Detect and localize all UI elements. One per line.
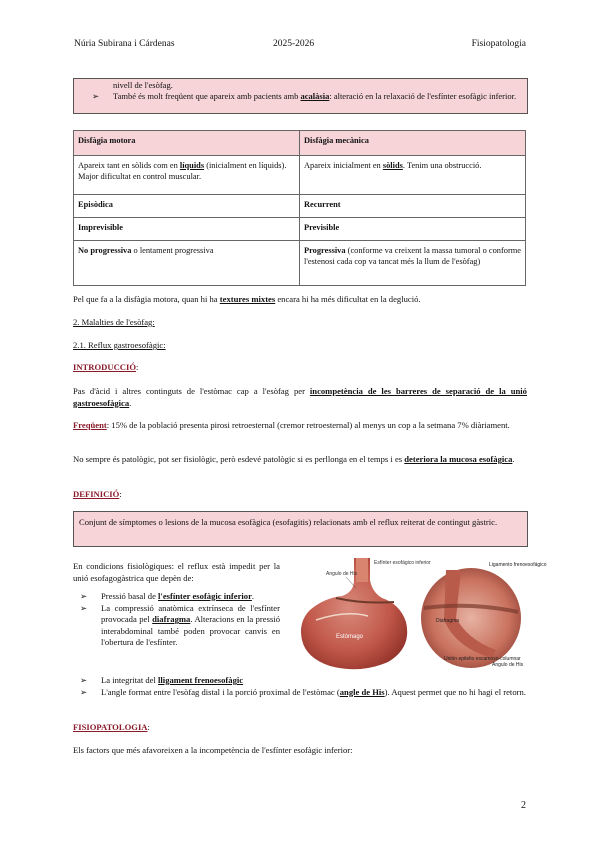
header-mecanica: Disfàgia mecànica [300,131,526,156]
dysphagia-table [73,130,526,286]
cell-no-progressiva: No progressiva o lentament progressiva [74,241,300,286]
cell-imprevisible: Imprevisible [74,218,300,241]
definition-heading: DEFINICIÓ: [73,489,122,499]
acalasia-box [73,78,528,114]
para-motora: Pel que fa a la disfàgia motora, quan hi ha textures mixtes encara hi ha més dificultat en la deglució. [73,294,421,304]
label-angulo-his-2: Ángulo de His [492,662,524,668]
label-union: Unión epitelio escamoso-columnar [444,656,521,662]
acalasia-term: acalàsia [300,91,330,102]
gastroesophageal-junction-figure [296,558,547,674]
list-item: ➢ Pressió basal de l'esfínter esofàgic inferior. [80,591,255,601]
conditions-list-continued [80,675,528,698]
table-row [74,218,526,241]
list-item: ➢ La integritat del lligament frenoesofàgic [80,675,244,685]
header-motora: Disfàgia motora [74,131,300,156]
label-ligamento: Ligamento frenoesofágico [489,562,547,568]
cell-episodica: Episòdica [74,195,300,218]
conditions-list [80,591,280,649]
table-row [74,156,526,195]
cell-previsible: Previsible [300,218,526,241]
intro-paragraph-3: No sempre és patològic, pot ser fisiològic, però esdevé patològic si es perllonga en el temps i es deteriora la mucosa esofàgica. [73,454,515,464]
cell-progressiva: Progressiva (conforme va creixent la massa tumoral o conforme l'estenosi cada cop va tancat més la llum de l'esòfag) [300,241,526,286]
intro-paragraph-2: Freqüent: 15% de la població presenta pirosi retroesternal (cremor retroesternal) al menys un cop a la setmana 7% diàriament. [73,420,510,430]
header-subject: Fisiopatologia [471,39,526,49]
fisiopatologia-paragraph: Els factors que més afavoreixen a la incompetència de l'esfínter esofàgic inferior: [73,745,353,755]
intro-paragraph-1: Pas d'àcid i altres continguts de l'estòmac cap a l'esòfag per incompetència de les barreres de separació de la unió gastroesofàgica. [73,386,527,408]
acalasia-bullet: ➢ També és molt freqüent que apareix amb pacients amb acalàsia: alteració en la relaxació de l'esfínter esofàgic inferior. [92,91,517,102]
label-diafragma: Diafragma [436,618,460,624]
table-header-row [74,131,526,156]
top-box-line1: nivell de l'esòfag. [113,80,173,90]
page-number: 2 [521,800,526,811]
cell-motora-liquids: Apareix tant en sòlids com en líquids (inicialment en líquids). Major dificultat en control muscular. [74,156,300,195]
label-angulo-his: Angulo de His [326,571,358,577]
header-author: Núria Subirana i Cárdenas [74,39,175,49]
esophagus-shape [356,558,368,582]
definition-box: Conjunt de símptomes o lesions de la mucosa esofàgica (esofagitis) relacionats amb el reflux reiterat de contingut gàstric. [73,511,528,547]
list-item: ➢ L'angle format entre l'esòfag distal i la porció proximal de l'estòmac (angle de His). Aquest permet que no hi hagi el retorn. [80,686,526,697]
cell-recurrent: Recurrent [300,195,526,218]
list-item: ➢ La compressió anatòmica extrínseca de l'esfínter provocada pel diafragma. Alteracions en la pressió interabdominal també poden provocar canvis en l'obertura de l'esfínter. [80,602,280,648]
header-year: 2025-2026 [273,39,315,49]
label-esfinter: Esfínter esofágico inferior [374,560,431,566]
fisiopatologia-heading: FISIOPATOLOGIA: [73,722,150,732]
subsection-title: 2.1. Reflux gastroesofàgic: [73,340,166,350]
conditions-intro: En condicions fisiològiques: el reflux està impedit per la unió esofagogàstrica que depèn de: [73,561,280,583]
section-title: 2. Malalties de l'esòfag: [73,317,155,327]
label-estomago: Estómago [336,634,364,640]
cell-mecanica-solids: Apareix inicialment en sòlids. Tenim una obstrucció. [300,156,526,195]
table-row [74,195,526,218]
table-row [74,241,526,286]
bullet-marker: ➢ [92,91,100,102]
intro-heading: INTRODUCCIÓ: [73,362,139,372]
